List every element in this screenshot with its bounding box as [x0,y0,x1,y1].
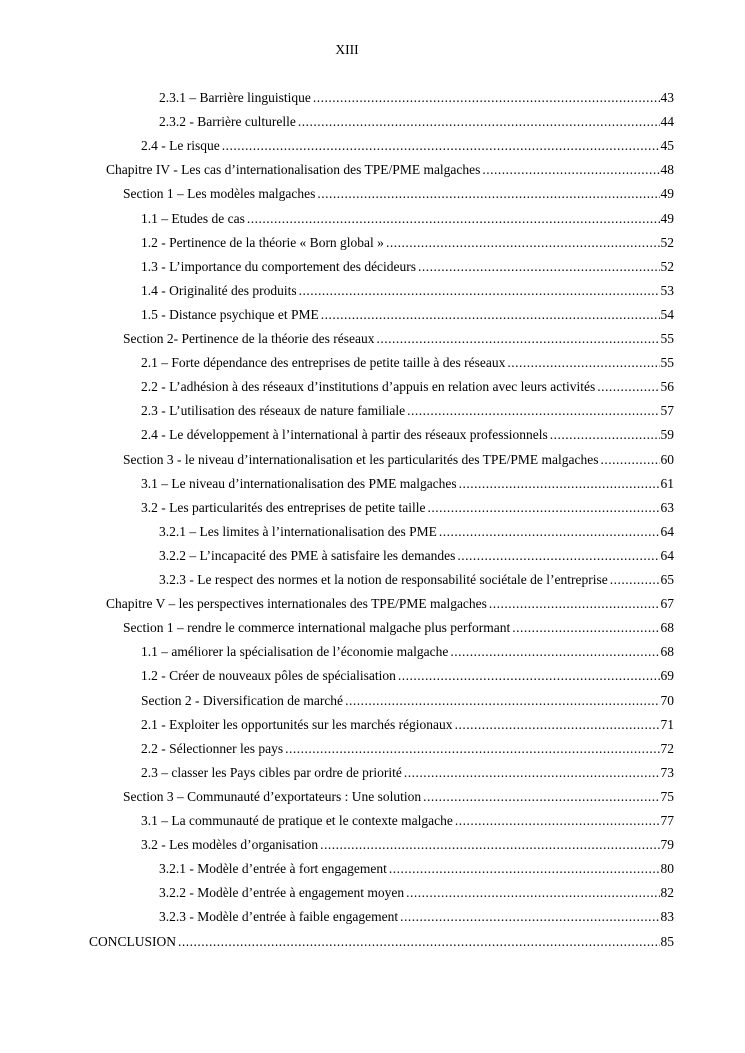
toc-entry-page: 48 [660,162,674,178]
toc-entry-title: 1.2 - Créer de nouveaux pôles de spécialisation [141,668,396,684]
toc-entry-page: 57 [660,403,674,419]
toc-entry-page: 52 [660,234,674,250]
toc-entry-title: Section 3 - le niveau d’internationalisation et les particularités des TPE/PME malgaches [123,451,599,467]
toc-entry-page: 82 [660,885,674,901]
toc-dot-leader [178,933,659,951]
toc-entry-title: 1.2 - Pertinence de la théorie « Born global » [141,234,384,250]
toc-entry-page: 67 [660,596,674,612]
toc-entry [123,788,674,806]
toc-entry-title: Section 2- Pertinence de la théorie des réseaux [123,331,375,346]
toc-entry [106,595,674,613]
toc-entry-title: 3.2.3 - Modèle d’entrée à faible engagement [159,909,399,925]
toc-entry-title: 1.4 - Originalité des produits [141,282,297,298]
toc-dot-leader [482,161,659,179]
toc-entry-page: 44 [660,114,674,130]
toc-entry-page: 72 [660,740,674,756]
toc-dot-leader [313,89,660,107]
toc-entry-title: 2.3 – classer les Pays cibles par ordre de priorité [141,764,402,780]
toc-dot-leader [377,330,660,348]
toc-entry-title: Chapitre V – les perspectives internationales des TPE/PME malgaches [106,596,487,612]
toc-entry-title: 2.3.1 – Barrière linguistique [159,90,311,105]
toc-entry [141,836,674,854]
toc-entry [141,306,674,324]
toc-entry-title: 1.3 - L’importance du comportement des décideurs [141,258,417,274]
toc-entry [159,860,674,878]
toc-entry [141,258,674,276]
toc-entry-title: Chapitre IV - Les cas d’internationalisation des TPE/PME malgaches [106,162,481,178]
toc-entry [141,764,674,782]
toc-entry-title: 3.2 - Les modèles d’organisation [141,837,319,853]
toc-entry-title: 2.3.2 - Barrière culturelle [159,114,296,130]
toc-entry-title: 2.3 - L’utilisation des réseaux de nature familiale [141,403,406,419]
toc-entry [159,523,674,541]
toc-dot-leader [317,185,659,203]
toc-entry-title: 2.1 - Exploiter les opportunités sur les marchés régionaux [141,716,453,732]
toc-entry [141,716,674,734]
toc-dot-leader [321,306,660,324]
toc-entry-page: 63 [660,499,674,515]
toc-dot-leader [459,475,660,493]
toc-entry-page: 54 [660,306,674,322]
toc-entry-page: 80 [660,861,674,877]
toc-entry [159,547,674,565]
toc-entry-title: 3.1 – La communauté de pratique et le contexte malgache [141,813,453,828]
toc-entry-title: 1.1 – Etudes de cas [141,210,245,226]
toc-entry [159,89,674,107]
toc-entry [141,402,674,420]
toc-entry-page: 71 [660,716,674,732]
toc-dot-leader [222,137,660,155]
toc-entry-page: 52 [660,258,674,274]
toc-entry-title: 2.4 - Le risque [141,138,220,154]
toc-dot-leader [439,523,660,541]
toc-dot-leader [345,692,659,710]
toc-entry [141,354,674,372]
toc-entry-title: 1.5 - Distance psychique et PME [141,306,319,322]
toc-dot-leader [457,547,659,565]
toc-entry [141,378,674,396]
page-number: XIII [335,42,359,57]
toc-dot-leader [423,788,659,806]
toc-entry-page: 68 [660,620,674,636]
toc-dot-leader [601,451,660,469]
toc-dot-leader [298,113,660,131]
toc-entry [123,330,674,348]
toc-entry-page: 53 [660,282,674,298]
toc-entry-page: 55 [660,355,674,371]
toc-entry-page: 65 [660,572,674,587]
toc-dot-leader [389,860,660,878]
toc-dot-leader [285,740,659,758]
toc-entry-title: CONCLUSION [89,933,177,949]
toc-entry-page: 56 [660,379,674,395]
toc-entry-page: 70 [660,692,674,708]
toc-entry-page: 85 [660,933,674,949]
toc-dot-leader [450,643,659,661]
toc-entry-page: 75 [660,788,674,804]
toc-dot-leader [428,499,660,517]
toc-entry-page: 49 [660,210,674,226]
toc-entry [141,234,674,252]
toc-entry-page: 64 [660,547,674,563]
toc-entry-title: 3.2.2 - Modèle d’entrée à engagement moyen [159,885,405,901]
toc-entry-page: 60 [660,451,674,467]
toc-dot-leader [407,402,659,420]
toc-entry [141,740,674,758]
toc-entry [141,426,674,444]
toc-dot-leader [404,764,660,782]
toc-entry [141,475,674,493]
toc-dot-leader [406,884,659,902]
toc-entry-page: 77 [660,813,674,828]
toc-dot-leader [455,716,660,734]
toc-entry-title: Section 1 – Les modèles malgaches [123,186,316,202]
toc-entry [141,499,674,517]
toc-dot-leader [386,234,660,252]
toc-dot-leader [320,836,659,854]
toc-entry [123,451,674,469]
toc-entry-page: 69 [660,668,674,684]
toc-entry-title: 3.2.1 – Les limites à l’internationalisation des PME [159,523,437,539]
toc-entry-title: 2.1 – Forte dépendance des entreprises de petite taille à des réseaux [141,355,506,371]
toc-entry [106,161,674,179]
toc-entry [89,933,674,951]
toc-dot-leader [489,595,660,613]
toc-entry-title: 3.1 – Le niveau d’internationalisation des PME malgaches [141,475,457,491]
toc-entry [159,571,674,589]
toc-dot-leader [512,619,659,637]
toc-dot-leader [597,378,659,396]
toc-entry-page: 49 [660,186,674,202]
toc-entry-page: 59 [660,427,674,443]
toc-entry-page: 45 [660,138,674,154]
toc-dot-leader [455,812,660,830]
toc-entry-page: 43 [660,90,674,105]
toc-dot-leader [610,571,660,589]
toc-entry [141,812,674,830]
toc-entry-page: 79 [660,837,674,853]
toc-entry [141,137,674,155]
toc-entry [159,908,674,926]
toc-dot-leader [398,667,660,685]
toc-dot-leader [550,426,660,444]
toc-dot-leader [247,210,660,228]
toc-entry-title: Section 3 – Communauté d’exportateurs : Une solution [123,788,422,804]
toc-entry [141,692,674,710]
toc-entry-title: 3.2.3 - Le respect des normes et la notion de responsabilité sociétale de l’entreprise [159,572,608,587]
toc-entry-title: Section 1 – rendre le commerce international malgache plus performant [123,620,511,636]
toc-entry [141,643,674,661]
toc-dot-leader [418,258,659,276]
toc-entry-title: 2.4 - Le développement à l’international à partir des réseaux professionnels [141,427,548,443]
toc-entry-page: 83 [660,909,674,925]
toc-entry-page: 64 [660,523,674,539]
toc-entry-page: 61 [660,475,674,491]
toc-entry-title: 1.1 – améliorer la spécialisation de l’économie malgache [141,644,449,660]
toc-entry-title: 2.2 - L’adhésion à des réseaux d’institutions d’appuis en relation avec leurs activités [141,379,596,395]
toc-entry-title: 3.2.2 – L’incapacité des PME à satisfaire les demandes [159,547,456,563]
toc-entry-title: 3.2.1 - Modèle d’entrée à fort engagement [159,861,387,877]
toc-dot-leader [400,908,659,926]
toc-entry [141,282,674,300]
toc-entry [141,210,674,228]
toc-entry-page: 68 [660,644,674,660]
toc-entry [123,185,674,203]
toc-entry-title: Section 2 - Diversification de marché [141,692,344,708]
toc-dot-leader [299,282,660,300]
toc-entry-page: 55 [660,331,674,346]
toc-entry-title: 2.2 - Sélectionner les pays [141,740,284,756]
toc-entry [123,619,674,637]
toc-entry-title: 3.2 - Les particularités des entreprises de petite taille [141,499,426,515]
toc-entry [159,884,674,902]
toc-dot-leader [507,354,659,372]
toc-entry [159,113,674,131]
toc-entry [141,667,674,685]
toc-entry-page: 73 [660,764,674,780]
